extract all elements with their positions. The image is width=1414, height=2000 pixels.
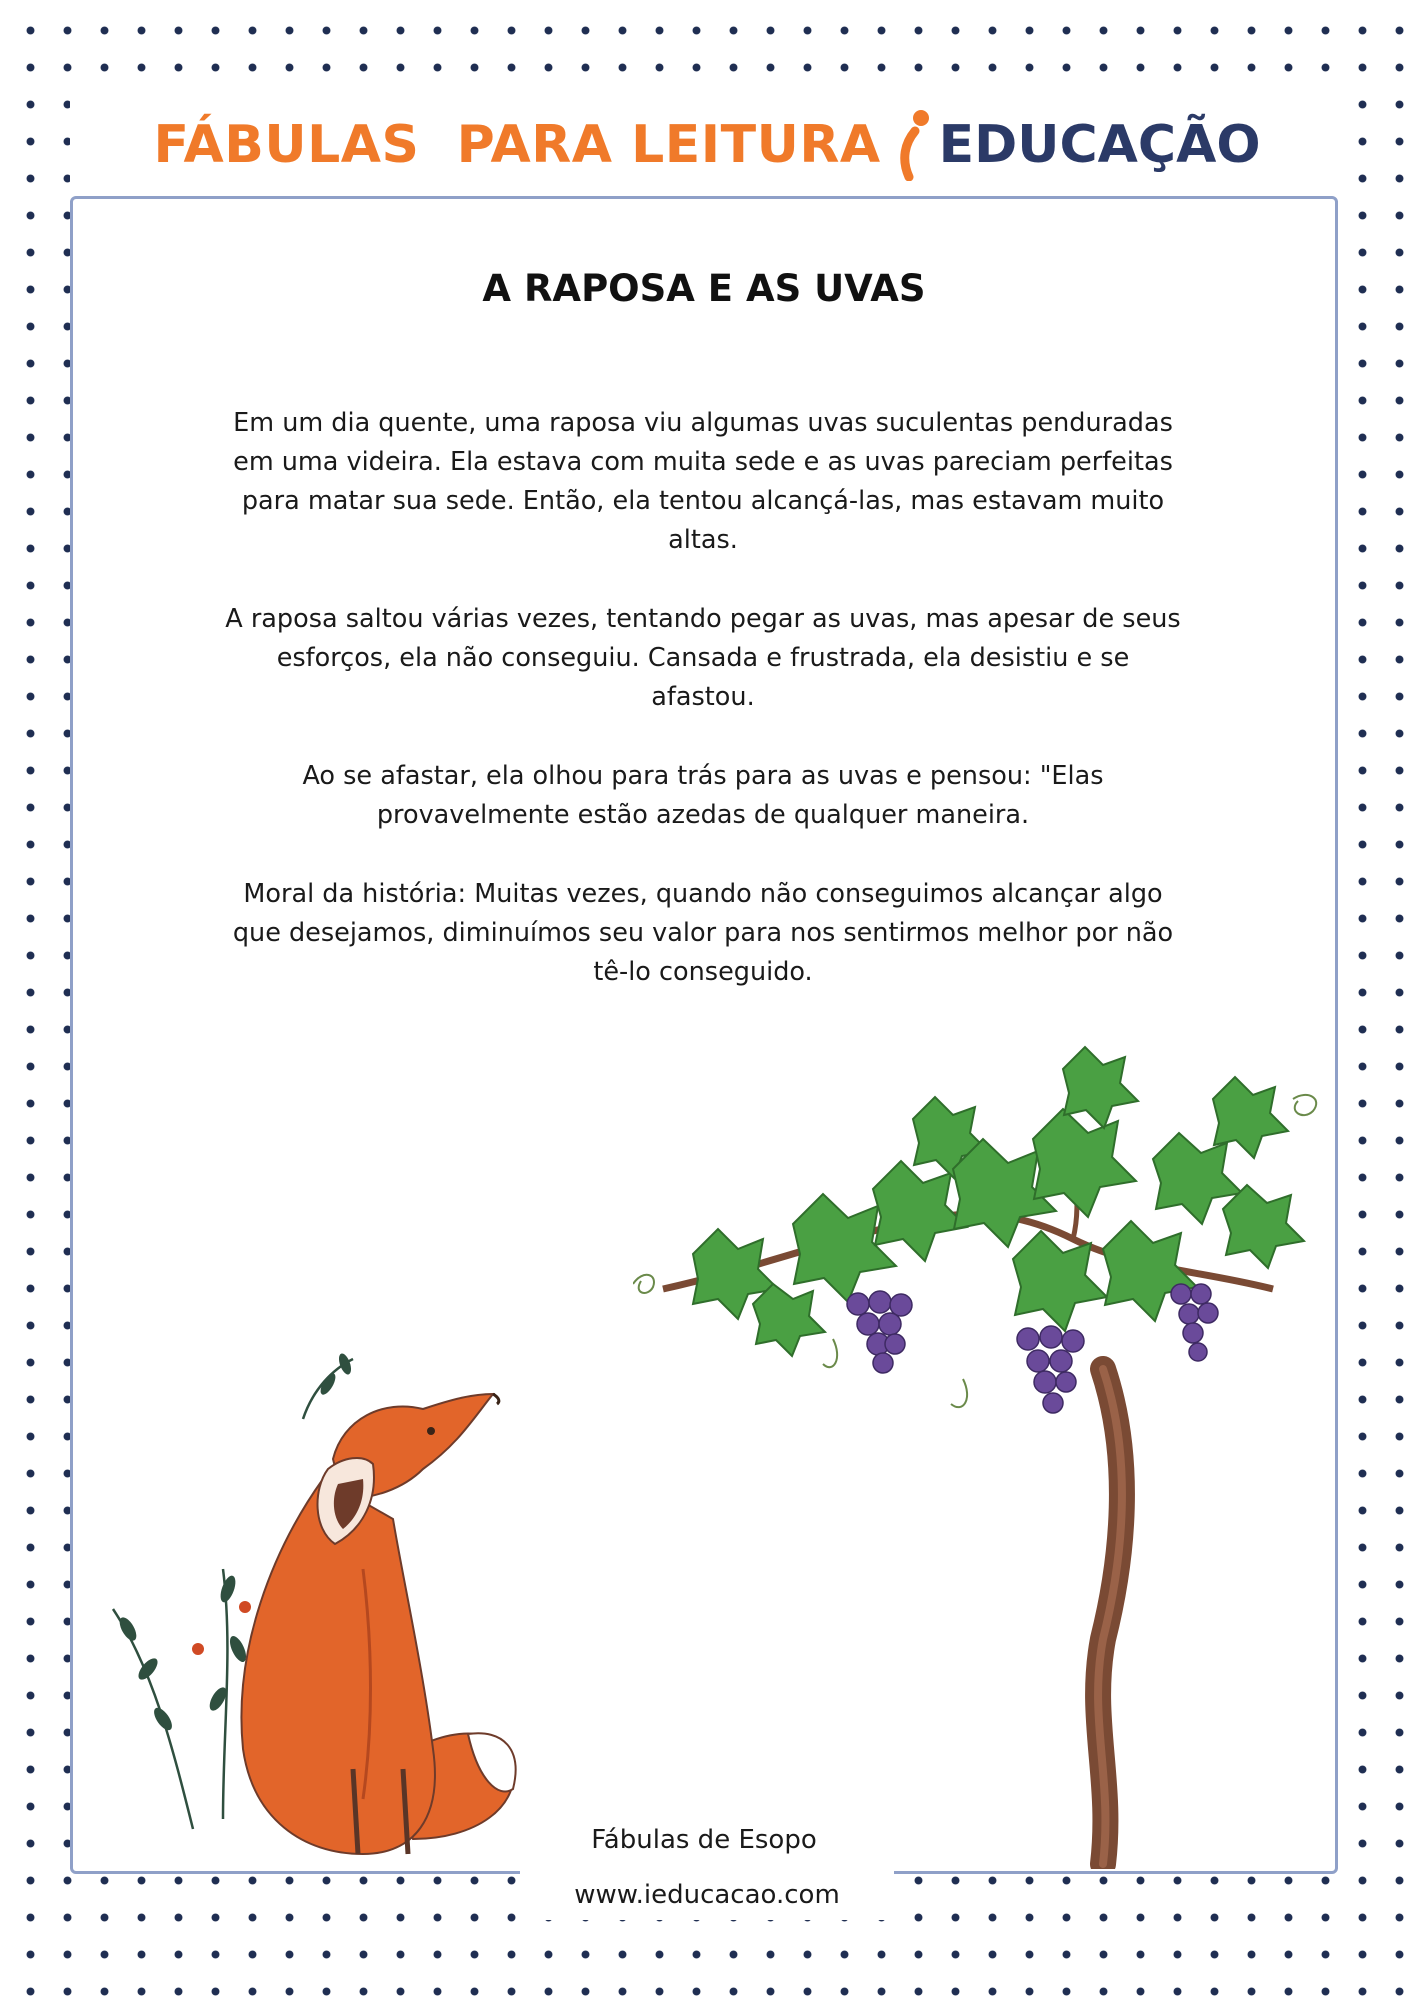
website-box [520, 1870, 894, 1920]
page-header [70, 100, 1344, 190]
fox-illustration [73, 1349, 593, 1871]
header-title: FÁBULAS PARA LEITURA [153, 115, 881, 175]
paragraph-1: Em um dia quente, uma raposa viu algumas uvas suculentas penduradas em uma videira. Ela estava com muita sede e as uvas pareciam perfeitas para matar sua sede. Então, ela tentou alcançá-las, mas estavam muito altas. [233, 408, 1173, 555]
brand-logo [895, 109, 1261, 181]
grapevine-illustration [633, 1039, 1333, 1869]
moral-paragraph: Moral da história: Muitas vezes, quando não conseguimos alcançar algo que desejamos, diminuímos seu valor para nos sentirmos melhor por não tê-lo conseguido. [232, 879, 1174, 987]
paragraph-2: A raposa saltou várias vezes, tentando pegar as uvas, mas apesar de seus esforços, ela não conseguiu. Cansada e frustrada, ela desistiu e se afastou. [225, 604, 1181, 712]
fable-title: A RAPOSA E AS UVAS [482, 267, 926, 310]
fable-card [70, 196, 1338, 1874]
fable-source: Fábulas de Esopo [591, 1825, 817, 1855]
website-link[interactable]: www.ieducacao.com [574, 1880, 840, 1910]
fable-body [223, 404, 1183, 1032]
brand-name: EDUCAÇÃO [938, 115, 1261, 175]
i-letter-logo-icon [895, 109, 935, 181]
paragraph-3: Ao se afastar, ela olhou para trás para as uvas e pensou: "Elas provavelmente estão azedas de qualquer maneira. [302, 761, 1104, 830]
